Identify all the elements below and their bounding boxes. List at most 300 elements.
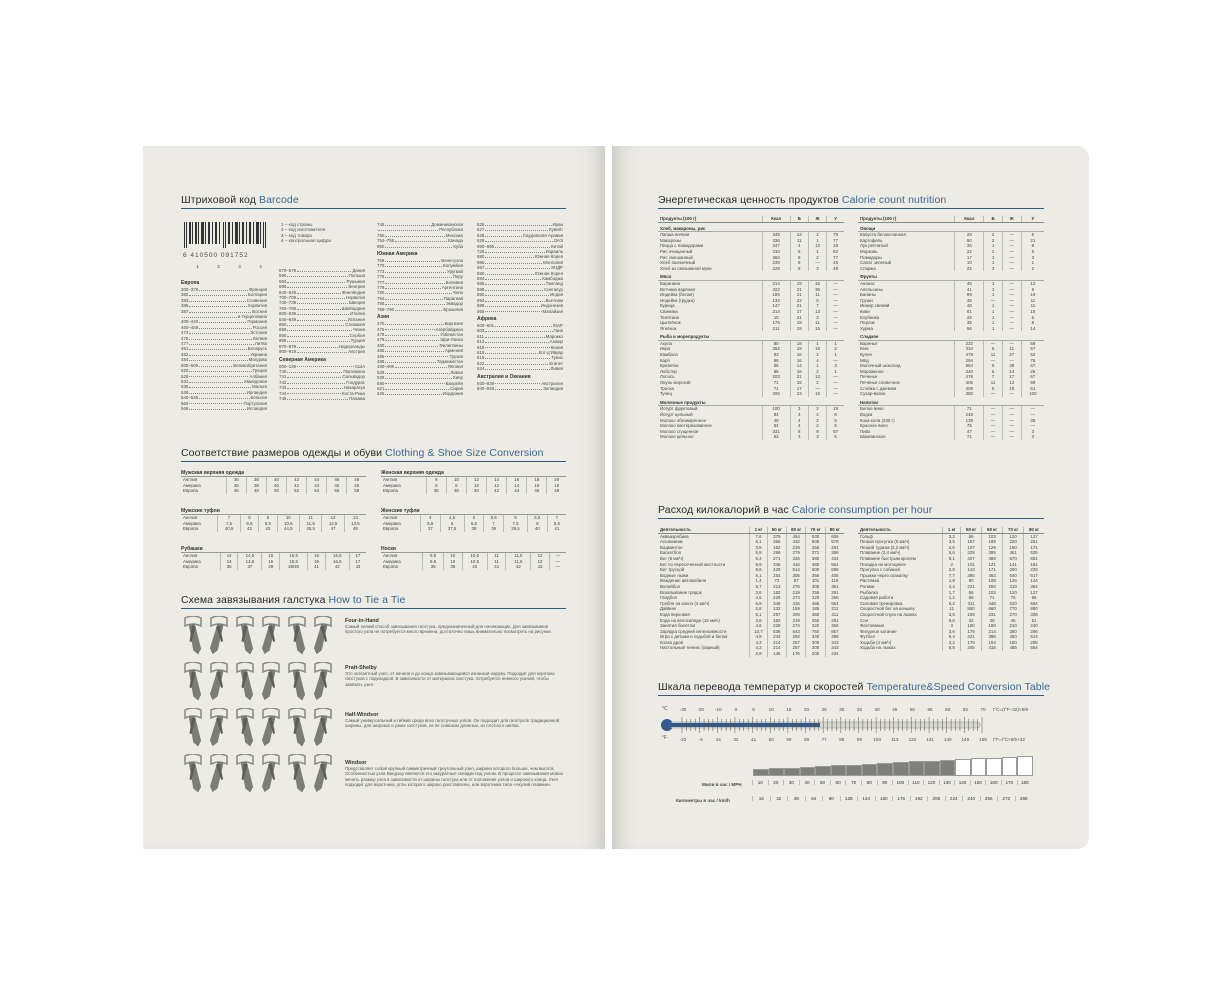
nutrient-value: 1 — [827, 352, 844, 358]
nutrient-value: 22 — [955, 249, 984, 255]
country-code: 540–549 — [181, 395, 199, 401]
nutrient-value: 239 — [762, 260, 790, 266]
product-name: Икра — [660, 346, 670, 352]
dot-leader — [287, 369, 342, 373]
kcal-value: 38 — [982, 618, 1003, 624]
nutrient-header: Ж — [1002, 216, 1021, 222]
calorie-group-row — [858, 271, 1044, 280]
nutrient-value: 222 — [955, 340, 984, 346]
nutrient-value: 15 — [1021, 309, 1044, 315]
dot-leader — [297, 300, 348, 304]
size-value: 42 — [325, 564, 349, 570]
nutrient-value: 4 — [790, 423, 808, 429]
nutrient-value: 331 — [762, 429, 790, 435]
kmh-value: 144 — [857, 796, 875, 801]
product-name: Бананы — [860, 292, 876, 298]
dot-leader — [485, 276, 541, 280]
country-code: 000–139 — [279, 363, 297, 369]
size-value: 38 — [262, 564, 280, 570]
right-page — [612, 146, 1089, 849]
size-value: 46 — [327, 483, 347, 489]
nutrient-value: — — [827, 309, 844, 315]
activity-name: Растяжка — [860, 578, 880, 584]
kcal-value: 101 — [806, 578, 825, 584]
country-name: Индия — [550, 292, 563, 298]
product-name: Красное вино — [860, 423, 888, 429]
country-code: 594 — [279, 278, 287, 284]
size-value: 44,5 — [277, 526, 299, 532]
kcal-value: 103 — [982, 590, 1003, 596]
kcal-value: 395 — [982, 550, 1003, 556]
kmh-value: 256 — [980, 796, 998, 801]
fahrenheit-value: 41 — [751, 737, 757, 742]
country-name: Мальта — [251, 384, 267, 390]
activity-name: Колка дров — [660, 639, 683, 645]
barcode-title-ru: Штриховой код — [181, 194, 256, 206]
country-code: 840–849 — [279, 316, 297, 322]
calorie-table-left — [658, 216, 844, 440]
kcal-row — [858, 539, 1044, 545]
digit-mark: 2 — [217, 264, 220, 269]
nutrient-value: 16 — [790, 352, 808, 358]
size-value: 4,5 — [440, 515, 464, 521]
size-row — [181, 564, 366, 570]
nutrient-value: 6 — [827, 412, 844, 418]
size-table — [381, 477, 566, 494]
size-value: 54 — [307, 488, 327, 494]
dot-leader — [287, 385, 343, 389]
country-name: Швейцария — [341, 305, 365, 311]
kcal-value: 354 — [1024, 584, 1044, 590]
country-code-row — [181, 406, 267, 411]
kmh-value: 32 — [770, 796, 788, 801]
kcal-value: 6,9 — [750, 562, 767, 568]
dot-leader — [378, 227, 438, 231]
country-name: Грузия — [449, 353, 463, 359]
dot-leader — [385, 285, 441, 289]
country-name: Япония — [447, 364, 463, 370]
country-name: Литва — [254, 341, 267, 347]
dot-leader — [385, 244, 452, 248]
activity-name: Прыжки через скакалку — [860, 572, 908, 578]
size-value: 7 — [484, 521, 504, 527]
calorie-group-title: Фрукты — [858, 271, 1044, 280]
country-code: 865 — [477, 259, 485, 265]
nutrient-value: — — [1002, 391, 1021, 397]
product-name: Тунец — [660, 391, 673, 397]
country-name: Болгария — [247, 292, 267, 298]
kcal-value: 2,6 — [943, 545, 961, 551]
country-code-row — [377, 244, 463, 249]
kcal-value: 505 — [806, 539, 825, 545]
tie-step-icon — [259, 754, 283, 794]
speed-bar — [1017, 756, 1033, 776]
kcal-value: 643 — [787, 629, 806, 635]
nutrient-value: — — [1002, 434, 1021, 440]
calorie-table — [658, 216, 844, 440]
size-value: 43 — [349, 564, 366, 570]
kcal-value: 3,6 — [750, 545, 767, 551]
nutrient-value: 2 — [808, 380, 826, 386]
size-value: 8 — [446, 483, 466, 489]
nutrient-value: 1 — [1021, 260, 1044, 266]
kcal-value: 5,4 — [750, 556, 767, 562]
nutrient-value: 240 — [955, 369, 984, 375]
kcal-value: 346 — [767, 562, 786, 568]
kcal-value: 292 — [787, 634, 806, 640]
country-name: Ирландия — [246, 389, 267, 395]
scale-title-en: Temperature&Speed Conversion Table — [866, 681, 1051, 693]
nutrient-value: 3 — [1021, 434, 1044, 440]
nutrient-value: 48 — [827, 266, 844, 272]
country-name: Австралия — [541, 380, 563, 386]
celsius-value: 45 — [892, 707, 898, 712]
nutrient-value: 13 — [808, 309, 826, 315]
country-code: 481 — [181, 346, 189, 352]
size-value: 37 — [420, 526, 440, 532]
nutrient-value: — — [1021, 406, 1044, 412]
country-code: 482 — [181, 351, 189, 357]
celsius-value: 60 — [945, 707, 951, 712]
product-name: Груши — [860, 297, 873, 303]
country-code: 885 — [477, 281, 485, 287]
country-name: Вьетнам — [545, 297, 563, 303]
product-name: Кулич — [860, 352, 872, 358]
size-system: Европа — [383, 488, 398, 494]
kcal-value: 540 — [1003, 573, 1024, 579]
country-code: 570–579 — [279, 268, 297, 273]
country-code: 850 — [279, 322, 287, 328]
country-name: Кипр — [453, 375, 463, 381]
kcal-value: 291 — [825, 618, 844, 624]
kmh-value: 272 — [997, 796, 1015, 801]
activity-name: Плавание (2,4 км/ч) — [860, 550, 901, 556]
size-system: Америка — [383, 482, 401, 488]
nutrient-value: 5 — [1021, 232, 1044, 238]
activity-name: Плавание быстрым кролем — [860, 555, 916, 561]
nutrient-value: 334 — [955, 346, 984, 352]
kcal-value: 310 — [1003, 584, 1024, 590]
nutrient-value: 5 — [827, 434, 844, 440]
temperature-scale — [658, 704, 1058, 834]
nutrient-value: — — [1002, 298, 1021, 304]
product-name: Клубника — [860, 314, 880, 320]
tie-title-en: How to Tie a Tie — [328, 594, 406, 606]
country-name: Узбекистан — [440, 331, 463, 337]
speed-bar — [846, 765, 862, 776]
country-name: Республика — [439, 227, 463, 233]
size-value: 15 — [262, 559, 280, 565]
kmh-values — [752, 796, 1032, 801]
nutrient-value: 14 — [1002, 369, 1021, 375]
dot-leader — [485, 292, 549, 296]
nutrient-value: 45 — [827, 260, 844, 266]
activity-name: Фехтование — [860, 623, 885, 629]
country-code: 628 — [477, 232, 485, 238]
country-code: 789–790 — [377, 306, 395, 312]
product-name: Инжир свежий — [860, 303, 890, 309]
country-code: 619 — [477, 355, 485, 361]
country-name: Молдова — [248, 357, 267, 363]
dot-leader — [287, 327, 351, 331]
kcal-value: 434 — [825, 556, 844, 562]
size-value: 12 — [322, 515, 344, 521]
nutrient-value: 86 — [762, 369, 790, 375]
barcode-title-en: Barcode — [258, 194, 299, 206]
country-name: Коста-Рика — [342, 390, 365, 396]
kcal-table-left — [658, 527, 844, 657]
kcal-row — [858, 556, 1044, 562]
country-code: 618 — [477, 349, 485, 355]
nutrient-value: — — [1002, 309, 1021, 315]
size-system: Америка — [183, 482, 201, 488]
nutrient-value: 3 — [1021, 255, 1044, 261]
nutrient-value: — — [984, 391, 1002, 397]
country-code: 754–755 — [377, 238, 395, 244]
kcal-value: 161 — [1024, 562, 1044, 568]
calorie-group-title: Напитки — [858, 397, 1044, 406]
nutrient-value: — — [1002, 232, 1021, 238]
dot-leader — [287, 273, 347, 277]
dot-leader — [189, 390, 245, 394]
size-value: 16 — [308, 553, 326, 559]
nutrient-value: 29 — [955, 315, 984, 321]
kcal-value: 205 — [1024, 640, 1044, 646]
fahrenheit-value: 59 — [786, 737, 792, 742]
fahrenheit-values — [679, 737, 987, 743]
kcal-value: 617 — [1024, 573, 1044, 579]
kcal-section-title — [658, 504, 1044, 519]
size-value: 9,5 — [423, 559, 444, 565]
kmh-value: 224 — [945, 796, 963, 801]
kcal-value: 4,4 — [943, 584, 961, 590]
country-code: 478 — [377, 331, 385, 337]
tie-step-icon — [285, 708, 309, 748]
country-code: 569 — [181, 405, 189, 411]
size-table — [181, 515, 366, 532]
nutrient-value: 64 — [762, 423, 790, 429]
size-value: 18 — [527, 477, 547, 483]
kcal-value: 309 — [787, 612, 806, 618]
country-code-row — [279, 396, 365, 401]
celsius-value: -30 — [679, 707, 687, 712]
kcal-value: 137 — [1024, 533, 1044, 539]
country-name: Польша — [348, 273, 365, 279]
country-code: 760–769 — [279, 305, 297, 311]
country-name: Таиланд — [545, 281, 563, 287]
country-name: Индонезия — [540, 303, 563, 309]
kcal-value: 454 — [787, 533, 806, 539]
country-code: 539 — [181, 389, 189, 395]
product-name: Индейка (грудка) — [660, 297, 695, 303]
kcal-value: 8,1 — [943, 556, 961, 562]
size-value: 15,5 — [279, 553, 307, 559]
nutrient-value: 360 — [762, 255, 790, 261]
size-value: 42 — [287, 483, 307, 489]
kcal-value: 389 — [825, 634, 844, 640]
size-value: 14,5 — [238, 553, 262, 559]
country-code: 880 — [477, 254, 485, 260]
nutrient-value: 14 — [1021, 326, 1044, 332]
nutrient-value: 8 — [790, 429, 808, 435]
kcal-value: 4,9 — [750, 634, 767, 640]
nutrient-value: 2 — [984, 232, 1002, 238]
nutrient-value: — — [1002, 238, 1021, 244]
nutrient-value: 3 — [984, 266, 1002, 272]
kcal-value: 185 — [806, 606, 825, 612]
country-code: 880 — [477, 270, 485, 276]
size-value: 48 — [344, 526, 366, 532]
size-value: 12 — [531, 559, 550, 565]
country-code: 730–739 — [279, 300, 297, 306]
product-name: Картофель — [860, 237, 883, 243]
dot-leader — [287, 284, 347, 288]
size-value: 6 — [426, 483, 446, 489]
mph-value: 40 — [799, 780, 815, 785]
kcal-value: 101 — [961, 562, 982, 568]
kcal-value: 220 — [1003, 539, 1024, 545]
nutrient-value: 8 — [1021, 320, 1044, 326]
nutrient-value: — — [984, 406, 1002, 412]
kcal-value: 1,2 — [943, 595, 961, 601]
country-name: Дания — [352, 268, 365, 273]
size-value: 6,5 — [464, 521, 484, 527]
activity-name: Ходьба (4 км/ч) — [860, 639, 892, 645]
nutrient-value: — — [827, 280, 844, 286]
nutrient-value: 12 — [1021, 280, 1044, 286]
country-name: Азербайджан — [435, 326, 463, 332]
nutrient-value: 252 — [762, 346, 790, 352]
nutrient-value: 19 — [1021, 292, 1044, 298]
country-code: 626 — [477, 222, 485, 227]
scale-title-ru: Шкала перевода температур и скоростей — [658, 681, 864, 693]
calorie-row — [858, 434, 1044, 440]
tie-step-icon — [181, 662, 205, 702]
nutrient-value: 15 — [808, 280, 826, 286]
kcal-value: 3,2 — [943, 640, 961, 646]
country-code: 590 — [279, 273, 287, 279]
nutrient-value: — — [1002, 249, 1021, 255]
nutrient-value: 17 — [790, 309, 808, 315]
country-code: 744 — [279, 390, 287, 396]
country-code: 476 — [377, 326, 385, 332]
nutrient-value: 77 — [827, 255, 844, 261]
tie-diagrams — [181, 616, 341, 806]
dot-leader — [485, 265, 550, 269]
country-name: Киргизия — [444, 321, 463, 327]
kcal-value: 180 — [1003, 640, 1024, 646]
kcal-value: 157 — [961, 539, 982, 545]
nutrient-value: 21 — [790, 374, 808, 380]
country-name: Сальвадор — [342, 374, 365, 380]
size-system: Англия — [383, 515, 398, 520]
product-name: Молочный шоколад — [860, 363, 901, 369]
country-name: Аргентина — [441, 285, 463, 291]
size-value: 7,5 — [503, 521, 527, 527]
country-name: Израиль — [545, 249, 563, 255]
nutrient-value: 77 — [827, 238, 844, 244]
nutrient-value: 310 — [762, 249, 790, 255]
nutrient-value: 10 — [955, 260, 984, 266]
nutrient-value: — — [827, 391, 844, 397]
nutrient-value: — — [827, 326, 844, 332]
kcal-value: 180 — [982, 623, 1003, 629]
kcal-value: 266 — [982, 584, 1003, 590]
product-name: Карп — [660, 357, 670, 363]
kcal-value: 379 — [767, 533, 786, 539]
product-name: Баранина — [660, 280, 680, 286]
tie-step-icon — [259, 662, 283, 702]
tie-step-icon — [181, 708, 205, 748]
weight-header: 1 кг — [943, 527, 961, 533]
kcal-value: 193 — [961, 612, 982, 618]
nutrient-value: 2 — [808, 418, 826, 424]
product-name: Цыплёнок — [660, 320, 681, 326]
kcal-value: 530 — [806, 533, 825, 539]
dot-leader — [485, 233, 521, 237]
kcal-value: 448 — [982, 601, 1003, 607]
activity-name: Бег трусцой — [660, 567, 685, 573]
country-group-title: Африка — [477, 315, 497, 322]
country-name: Саудовская Аравия — [522, 232, 563, 238]
clothing-title-ru: Соответствие размеров одежды и обуви — [181, 447, 383, 459]
dot-leader — [385, 274, 451, 278]
kcal-value: 274 — [787, 595, 806, 601]
activity-header: Деятельность — [858, 527, 943, 533]
activity-name: Игра с детьми и ходьбой и бегом — [660, 634, 728, 640]
size-value: 39,5 — [503, 526, 527, 532]
digit-mark: 4 — [259, 264, 262, 269]
size-value: 14 — [507, 483, 527, 489]
fahrenheit-value: -4 — [698, 737, 703, 742]
kcal-value: 2,9 — [943, 567, 961, 573]
country-name: Бразилия — [443, 306, 463, 312]
size-value: 10 — [466, 483, 486, 489]
nutrient-value: 57 — [1021, 346, 1044, 352]
dot-leader — [395, 307, 442, 311]
kcal-value: 214 — [982, 629, 1003, 635]
nutrient-value: 22 — [955, 266, 984, 272]
nutrient-value: — — [1002, 243, 1021, 249]
celsius-value: -20 — [697, 707, 704, 712]
barcode-image — [183, 222, 271, 262]
dot-leader — [385, 233, 444, 237]
celsius-value: 10 — [768, 707, 774, 712]
size-value: 8 — [527, 521, 547, 527]
size-value: 16 — [308, 559, 326, 565]
fahrenheit-value: 50 — [768, 737, 774, 742]
dot-leader — [385, 386, 449, 390]
product-name: Индейка (белая) — [660, 292, 694, 298]
dot-leader — [297, 290, 341, 294]
nutrient-value: 21 — [790, 303, 808, 309]
nutrient-value: 21 — [1021, 238, 1044, 244]
celsius-unit: °C — [662, 706, 668, 712]
digit-mark: 1 — [196, 264, 199, 269]
kcal-value: 329 — [961, 550, 982, 556]
legend-item: 4 – контрольная цифра — [281, 237, 331, 243]
celsius-value: 30 — [839, 707, 845, 712]
country-name: Мексика — [445, 232, 463, 238]
kcal-value: 526 — [1024, 550, 1044, 556]
kmh-value: 160 — [875, 796, 893, 801]
tie-step-icon — [259, 616, 283, 656]
country-code: 770 — [377, 263, 385, 269]
kcal-value: 86 — [961, 533, 982, 539]
kcal-value: 229 — [1024, 567, 1044, 573]
product-name: Лобстер — [660, 368, 677, 374]
country-code-row — [377, 307, 463, 312]
